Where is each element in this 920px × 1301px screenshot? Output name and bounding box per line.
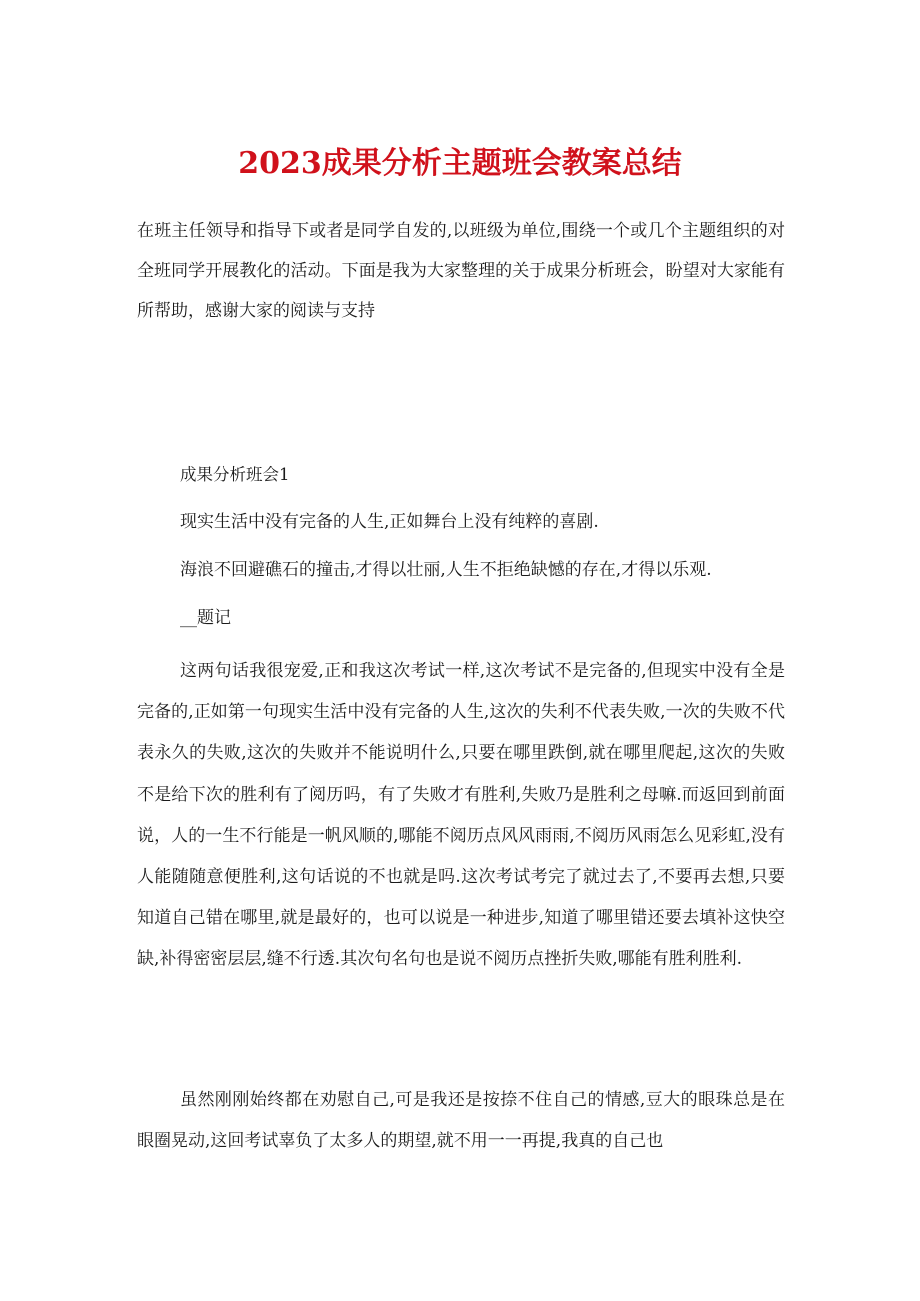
quote-source: __题记 — [180, 608, 231, 628]
quote-line-2: 海浪不回避礁石的撞击,才得以壮丽,人生不拒绝缺憾的存在,才得以乐观. — [180, 560, 712, 580]
document-title: 2023成果分析主题班会教案总结 — [238, 146, 682, 181]
section-heading: 成果分析班会1 — [180, 465, 290, 484]
intro-paragraph: 在班主任领导和指导下或者是同学自发的,以班级为单位,围绕一个或几个主题组织的对全班同学开展教化的活动。下面是我为大家整理的关于成果分析班会，盼望对大家能有所帮助，感谢大家的阅读与支持 — [137, 221, 785, 321]
body-paragraph-2: 虽然刚刚始终都在劝慰自己,可是我还是按捺不住自己的情感,豆大的眼珠总是在眼圈晃动,这回考试辜负了太多人的期望,就不用一一再提,我真的自己也 — [137, 1090, 785, 1152]
quote-line-1: 现实生活中没有完备的人生,正如舞台上没有纯粹的喜剧. — [180, 512, 599, 532]
body-paragraph-1: 这两句话我很宠爱,正和我这次考试一样,这次考试不是完备的,但现实中没有全是完备的,正如第一句现实生活中没有完备的人生,这次的失利不代表失败,一次的失败不代表永久的失败,这次的失败并不能说明什么,只要在哪里跌倒,就在哪里爬起,这次的失败不是给下次的胜利有了阅历吗，有了失败才有胜利,失败乃是胜利之母嘛.而返回到前面说，人的一生不行能是一帆风顺的,哪能不阅历点风风雨雨,不阅历风雨怎么见彩虹,没有人能随随意便胜利,这句话说的不也就是吗.这次考试考完了就过去了,不要再去想,只要知道自己错在哪里,就是最好的，也可以说是一种进步,知道了哪里错还要去填补这快空缺,补得密密层层,缝不行透.其次句名句也是说不阅历点挫折失败,哪能有胜利胜利. — [137, 661, 785, 970]
